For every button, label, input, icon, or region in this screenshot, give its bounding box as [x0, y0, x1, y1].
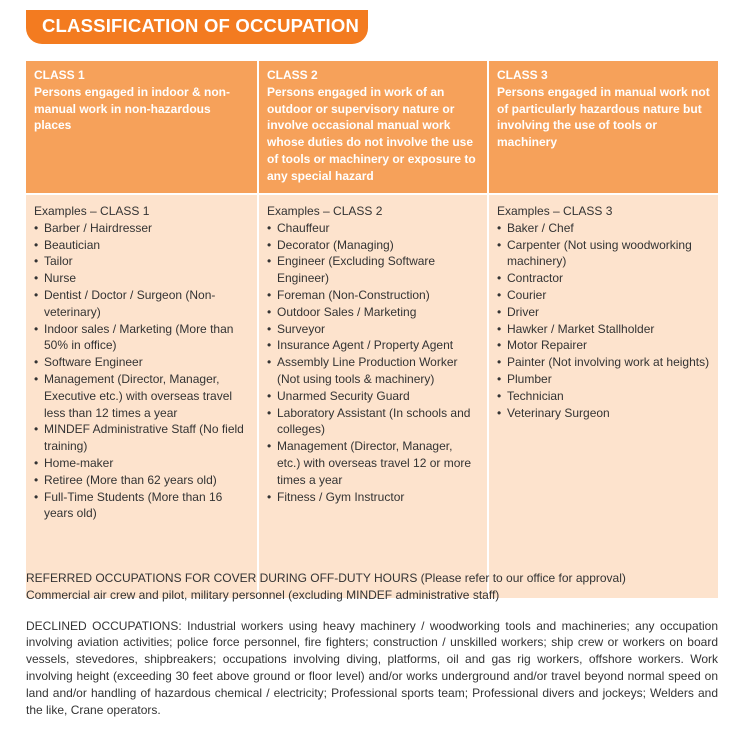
referred-heading: REFERRED OCCUPATIONS FOR COVER DURING OFF-DUTY HOURS (Please refer to our office for approval)	[26, 571, 626, 585]
classification-table	[26, 61, 718, 598]
list-item: • Beautician	[34, 237, 249, 254]
class-3-examples	[487, 195, 718, 598]
list-item: • Courier	[497, 287, 710, 304]
declined-occupations-text: DECLINED OCCUPATIONS: Industrial workers using heavy machinery / woodworking tools and machineries; any occupation involving aviation activities; police force personnel, fire fighters; construction / unskilled workers; ship crew or workers on board vessels, stevedores, shipbreakers; occupations involving diving, platforms, oil and gas rig workers, offshore workers. Work involving height (exceeding 30 feet above ground or floor level) and/or works underground and/or travel beyond normal speed on land and/or handling of hazardous chemical / electricity; Professional sports team; Professional divers and jockeys; Welders and the like, Crane operators.	[26, 618, 718, 717]
list-item: • Plumber	[497, 371, 710, 388]
list-item: • Foreman (Non-Construction)	[267, 287, 479, 304]
class-3-name: CLASS 3	[497, 68, 548, 82]
list-item: • Surveyor	[267, 321, 479, 338]
list-item: • Indoor sales / Marketing (More than 50% in office)	[34, 321, 249, 355]
list-item: • Nurse	[34, 270, 249, 287]
list-item: • Technician	[497, 388, 710, 405]
list-item: • Engineer (Excluding Software Engineer)	[267, 253, 479, 287]
class-3-examples-heading: Examples – CLASS 3	[497, 204, 613, 218]
referred-text: Commercial air crew and pilot, military personnel (excluding MINDEF administrative staff)	[26, 587, 500, 602]
list-item: • Full-Time Students (More than 16 years old)	[34, 489, 249, 523]
list-item: • Retiree (More than 62 years old)	[34, 472, 249, 489]
list-item: • Veterinary Surgeon	[497, 405, 710, 422]
title-banner	[26, 10, 368, 44]
list-item: • Tailor	[34, 253, 249, 270]
list-item: • Hawker / Market Stallholder	[497, 321, 710, 338]
table-body-row	[26, 195, 718, 598]
class-3-example-list	[497, 220, 710, 422]
class-2-examples-heading: Examples – CLASS 2	[267, 204, 383, 218]
list-item: • Contractor	[497, 270, 710, 287]
list-item: • Barber / Hairdresser	[34, 220, 249, 237]
table-header-row	[26, 61, 718, 193]
list-item: • Unarmed Security Guard	[267, 388, 479, 405]
class-1-examples	[26, 195, 257, 598]
class-2-description: Persons engaged in work of an outdoor or supervisory nature or involve occasional manual work whose duties do not involve the use of tools or machinery or exposure to any special hazard	[267, 84, 476, 183]
list-item: • Dentist / Doctor / Surgeon (Non-veterinary)	[34, 287, 249, 321]
list-item: • Laboratory Assistant (In schools and colleges)	[267, 405, 479, 439]
class-2-examples	[257, 195, 487, 598]
list-item: • Outdoor Sales / Marketing	[267, 304, 479, 321]
list-item: • Fitness / Gym Instructor	[267, 489, 479, 506]
class-2-header	[257, 61, 487, 193]
list-item: • Motor Repairer	[497, 337, 710, 354]
class-2-name: CLASS 2	[267, 68, 318, 82]
list-item: • MINDEF Administrative Staff (No field training)	[34, 421, 249, 455]
list-item: • Assembly Line Production Worker (Not using tools & machinery)	[267, 354, 479, 388]
list-item: • Management (Director, Manager, etc.) with overseas travel 12 or more times a year	[267, 438, 479, 488]
list-item: • Baker / Chef	[497, 220, 710, 237]
list-item: • Software Engineer	[34, 354, 249, 371]
list-item: • Chauffeur	[267, 220, 479, 237]
list-item: • Decorator (Managing)	[267, 237, 479, 254]
list-item: • Painter (Not involving work at heights)	[497, 354, 710, 371]
class-1-description: Persons engaged in indoor & non-manual work in non-hazardous places	[34, 84, 231, 133]
class-1-examples-heading: Examples – CLASS 1	[34, 204, 150, 218]
list-item: • Driver	[497, 304, 710, 321]
class-1-example-list	[34, 220, 249, 522]
notes-section	[26, 570, 718, 718]
list-item: • Home-maker	[34, 455, 249, 472]
class-1-header	[26, 61, 257, 193]
class-1-name: CLASS 1	[34, 68, 85, 82]
class-3-header	[487, 61, 718, 193]
list-item: • Carpenter (Not using woodworking machinery)	[497, 237, 710, 271]
page-title: CLASSIFICATION OF OCCUPATION	[42, 15, 360, 36]
list-item: • Insurance Agent / Property Agent	[267, 337, 479, 354]
class-3-description: Persons engaged in manual work not of particularly hazardous nature but involving the use of tools or machinery	[497, 84, 710, 150]
list-item: • Management (Director, Manager, Executive etc.) with overseas travel less than 12 times a year	[34, 371, 249, 421]
class-2-example-list	[267, 220, 479, 506]
